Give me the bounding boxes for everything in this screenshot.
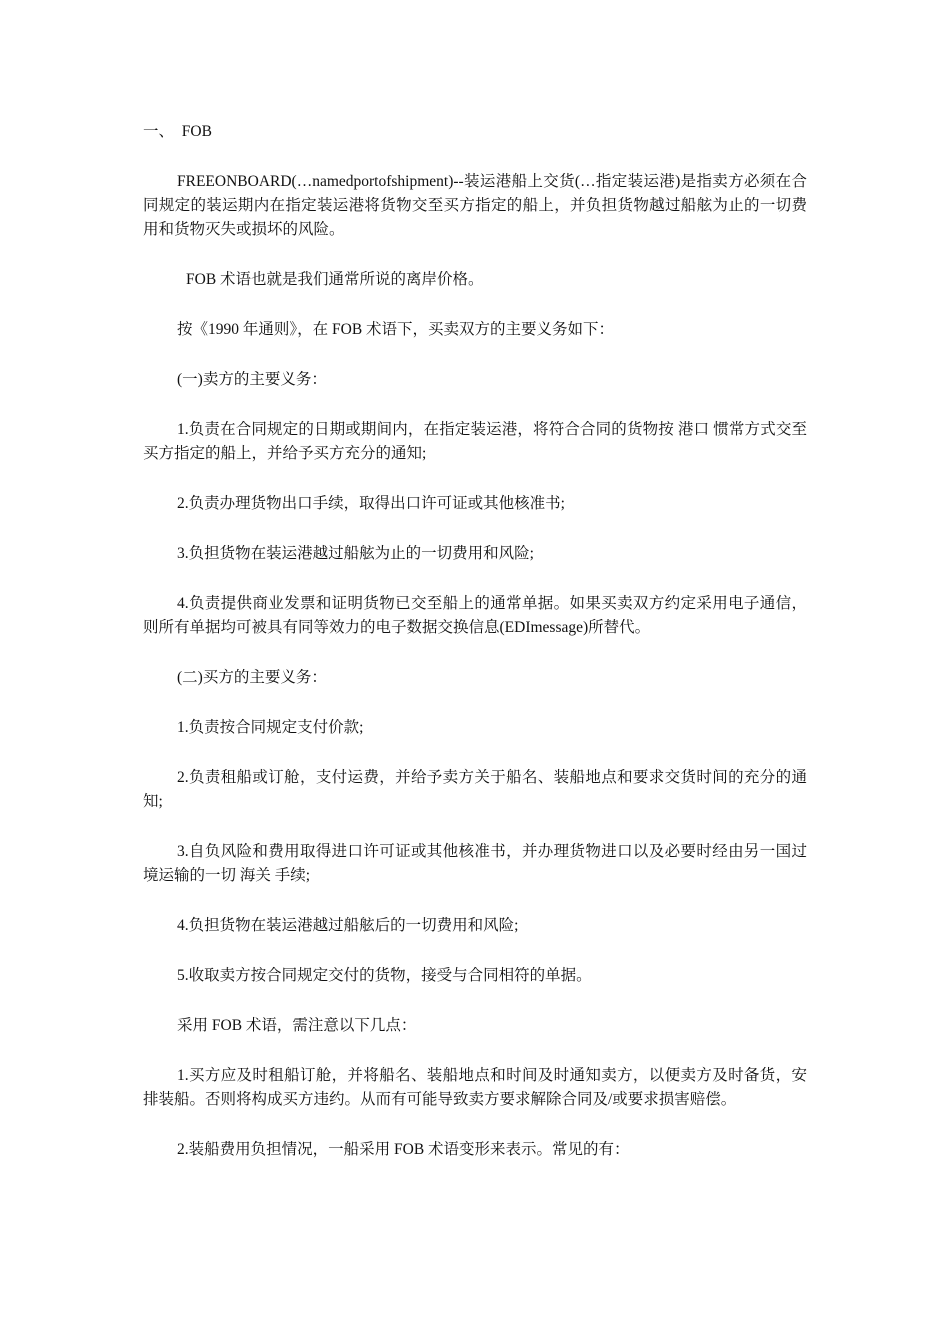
fob-definition-paragraph: FREEONBOARD(…namedportofshipment)--装运港船上交货(…指定装运港)是指卖方必须在合同规定的装运期内在指定装运港将货物交至买方指定的船上，并负担货物越过船舷为止的一切费用和货物灭失或损坏的风险。 [143,173,807,238]
seller-obligation-2: 2.负责办理货物出口手续，取得出口许可证或其他核准书; [177,495,565,512]
document-body [143,120,807,1162]
seller-obligation-3: 3.负担货物在装运港越过船舷为止的一切费用和风险; [177,545,534,562]
buyer-obligation-3: 3.自负风险和费用取得进口许可证或其他核准书，并办理货物进口以及必要时经由另一国过境运输的一切 海关 手续; [143,843,807,884]
section-heading: 一、 FOB [143,123,212,140]
seller-obligation-4: 4.负责提供商业发票和证明货物已交至船上的通常单据。如果买卖双方约定采用电子通信，则所有单据均可被具有同等效力的电子数据交换信息(EDImessage)所替代。 [143,595,807,636]
fob-meaning-paragraph: FOB 术语也就是我们通常所说的离岸价格。 [186,271,484,288]
buyer-obligation-2: 2.负责租船或订舱，支付运费，并给予卖方关于船名、装船地点和要求交货时间的充分的通知; [143,769,807,810]
buyer-obligations-heading: (二)买方的主要义务： [177,669,327,686]
buyer-obligation-1: 1.负责按合同规定支付价款; [177,719,364,736]
obligations-intro-paragraph: 按《1990 年通则》，在 FOB 术语下，买卖双方的主要义务如下： [177,321,615,338]
seller-obligations-heading: (一)卖方的主要义务： [177,371,327,388]
seller-obligation-1: 1.负责在合同规定的日期或期间内，在指定装运港，将符合合同的货物按 港口 惯常方式交至买方指定的船上，并给予买方充分的通知; [143,421,807,462]
buyer-obligation-5: 5.收取卖方按合同规定交付的货物，接受与合同相符的单据。 [177,967,592,984]
buyer-obligation-4: 4.负担货物在装运港越过船舷后的一切费用和风险; [177,917,519,934]
notes-intro-paragraph: 采用 FOB 术语，需注意以下几点： [177,1017,417,1034]
note-2: 2.装船费用负担情况，一船采用 FOB 术语变形来表示。常见的有： [177,1141,630,1158]
note-1: 1.买方应及时租船订舱，并将船名、装船地点和时间及时通知卖方，以便卖方及时备货，安排装船。否则将构成买方违约。从而有可能导致卖方要求解除合同及/或要求损害赔偿。 [143,1067,807,1108]
